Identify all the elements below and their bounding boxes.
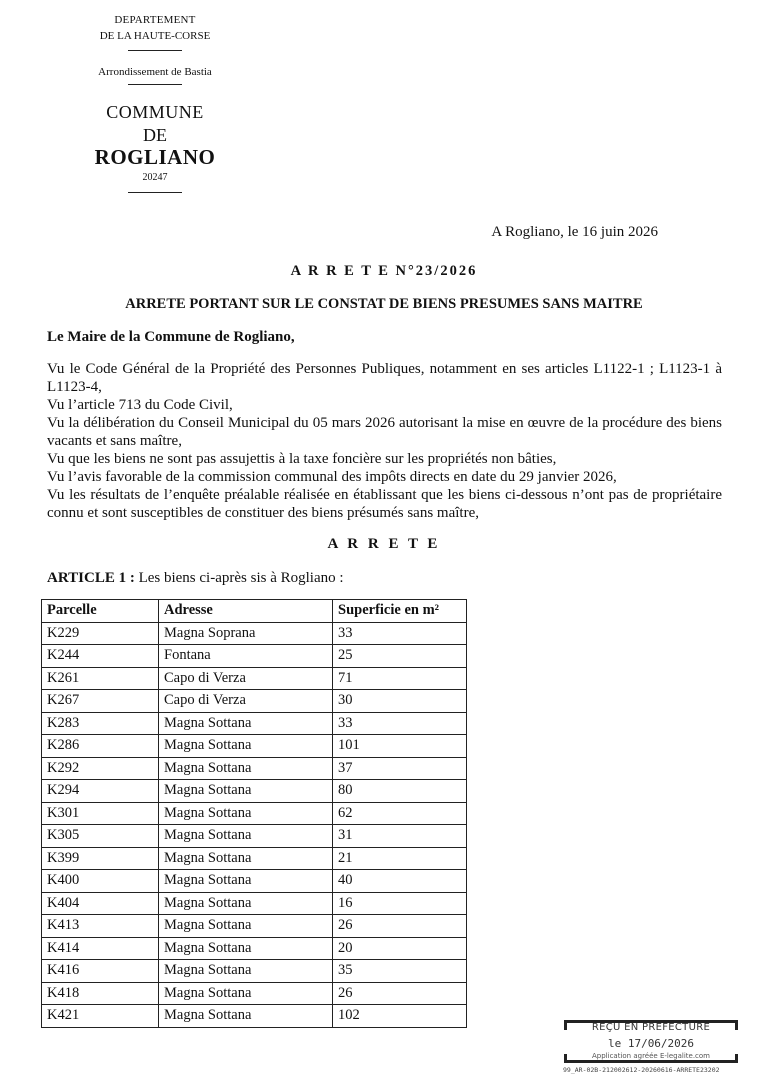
parcel-id: K286 [42,735,159,758]
parcel-id: K294 [42,780,159,803]
table-row [42,802,467,825]
parcel-area: 26 [333,915,467,938]
considerant: Vu le Code Général de la Propriété des Personnes Publiques, notamment en ses articles L1122-1 ; L1123-1 à L1123-4, [47,361,722,395]
parcel-address: Magna Soprana [159,622,333,645]
parcel-address: Magna Sottana [159,892,333,915]
considerant: Vu l’article 713 du Code Civil, [47,397,233,413]
header-divider [128,50,182,51]
commune-label: COMMUNE [106,102,204,122]
table-row [42,825,467,848]
departement-line-2: DE LA HAUTE-CORSE [99,30,211,42]
column-header-superficie: Superficie en m² [333,600,467,623]
table-row [42,667,467,690]
parcel-id: K421 [42,1005,159,1028]
column-header-parcelle: Parcelle [42,600,159,623]
table-row [42,937,467,960]
table-header-row [42,600,467,623]
parcel-id: K414 [42,937,159,960]
parcel-area: 20 [333,937,467,960]
commune-de: DE [143,125,167,145]
parcel-address: Capo di Verza [159,667,333,690]
postal-code: 20247 [142,172,168,183]
table-row [42,780,467,803]
parcel-id: K413 [42,915,159,938]
parcel-address: Magna Sottana [159,712,333,735]
parcel-area: 40 [333,870,467,893]
parcel-area: 37 [333,757,467,780]
stamp-bracket [564,1060,738,1063]
article-1 [47,570,344,587]
commune-name: ROGLIANO [94,145,216,169]
considerants [47,360,722,522]
parcel-id: K244 [42,645,159,668]
table-row [42,645,467,668]
parcel-id: K283 [42,712,159,735]
parcel-address: Magna Sottana [159,937,333,960]
parcel-id: K399 [42,847,159,870]
parcel-area: 102 [333,1005,467,1028]
parcel-area: 35 [333,960,467,983]
table-row [42,712,467,735]
table-row [42,622,467,645]
parcel-address: Magna Sottana [159,757,333,780]
parcel-area: 71 [333,667,467,690]
parcel-id: K404 [42,892,159,915]
arrondissement: Arrondissement de Bastia [98,66,212,78]
table-row [42,690,467,713]
parcel-id: K292 [42,757,159,780]
date-line: A Rogliano, le 16 juin 2026 [491,224,658,240]
table-row [42,892,467,915]
table-row [42,960,467,983]
stamp-id: 99_AR-02B-212002612-20260616-ARRETE23202 [563,1066,720,1074]
considerant: Vu l’avis favorable de la commission communal des impôts directs en date du 29 janvier 2026, [47,469,617,485]
arrete-title: ARRETE PORTANT SUR LE CONSTAT DE BIENS PRESUMES SANS MAITRE [125,296,643,312]
parcel-address: Magna Sottana [159,825,333,848]
considerant: Vu que les biens ne sont pas assujettis à la taxe foncière sur les propriétés non bâties, [47,451,557,467]
header-divider [128,192,182,193]
parcel-address: Magna Sottana [159,802,333,825]
prefecture-stamp [562,1020,740,1070]
parcel-id: K301 [42,802,159,825]
parcel-id: K229 [42,622,159,645]
article-1-text: Les biens ci-après sis à Rogliano : [138,570,344,586]
maire-line: Le Maire de la Commune de Rogliano, [47,329,295,345]
parcel-address: Magna Sottana [159,847,333,870]
parcel-address: Capo di Verza [159,690,333,713]
table-row [42,757,467,780]
parcel-area: 33 [333,712,467,735]
parcel-area: 62 [333,802,467,825]
considerant: Vu la délibération du Conseil Municipal du 05 mars 2026 autorisant la mise en œuvre de la procédure des biens vacants et sans maître, [47,415,722,449]
table-row [42,1005,467,1028]
table-row [42,982,467,1005]
table-row [42,915,467,938]
parcel-address: Magna Sottana [159,735,333,758]
parcels-table [41,599,467,1028]
parcel-address: Magna Sottana [159,780,333,803]
parcel-area: 101 [333,735,467,758]
arrete-heading: A R R E T E [327,536,441,552]
stamp-bracket [564,1054,567,1063]
parcel-area: 31 [333,825,467,848]
parcel-address: Magna Sottana [159,870,333,893]
arrete-number: A R R E T E N°23/2026 [290,263,478,279]
table-row [42,870,467,893]
table-row [42,847,467,870]
parcel-id: K418 [42,982,159,1005]
parcel-id: K416 [42,960,159,983]
departement-line-1: DEPARTEMENT [114,14,196,26]
header-divider [128,84,182,85]
parcel-address: Fontana [159,645,333,668]
parcel-area: 25 [333,645,467,668]
parcel-address: Magna Sottana [159,960,333,983]
considerant: Vu les résultats de l’enquête préalable réalisée en établissant que les biens ci-dessous n’ont pas de propriétaire connu et sont susceptibles de constituer des biens présumés sans maître, [47,487,722,521]
article-1-label: ARTICLE 1 : [47,570,135,586]
parcel-area: 30 [333,690,467,713]
stamp-title: REÇU EN PREFECTURE [591,1022,711,1033]
parcel-area: 21 [333,847,467,870]
parcel-area: 16 [333,892,467,915]
stamp-agreement: Application agréée E-legalite.com [592,1052,710,1060]
stamp-bracket [735,1054,738,1063]
parcel-address: Magna Sottana [159,982,333,1005]
parcel-address: Magna Sottana [159,1005,333,1028]
table-row [42,735,467,758]
parcel-id: K400 [42,870,159,893]
stamp-date: le 17/06/2026 [607,1037,695,1050]
parcel-area: 33 [333,622,467,645]
parcel-area: 26 [333,982,467,1005]
parcel-address: Magna Sottana [159,915,333,938]
column-header-adresse: Adresse [159,600,333,623]
parcel-id: K261 [42,667,159,690]
parcel-id: K305 [42,825,159,848]
parcel-area: 80 [333,780,467,803]
parcel-id: K267 [42,690,159,713]
